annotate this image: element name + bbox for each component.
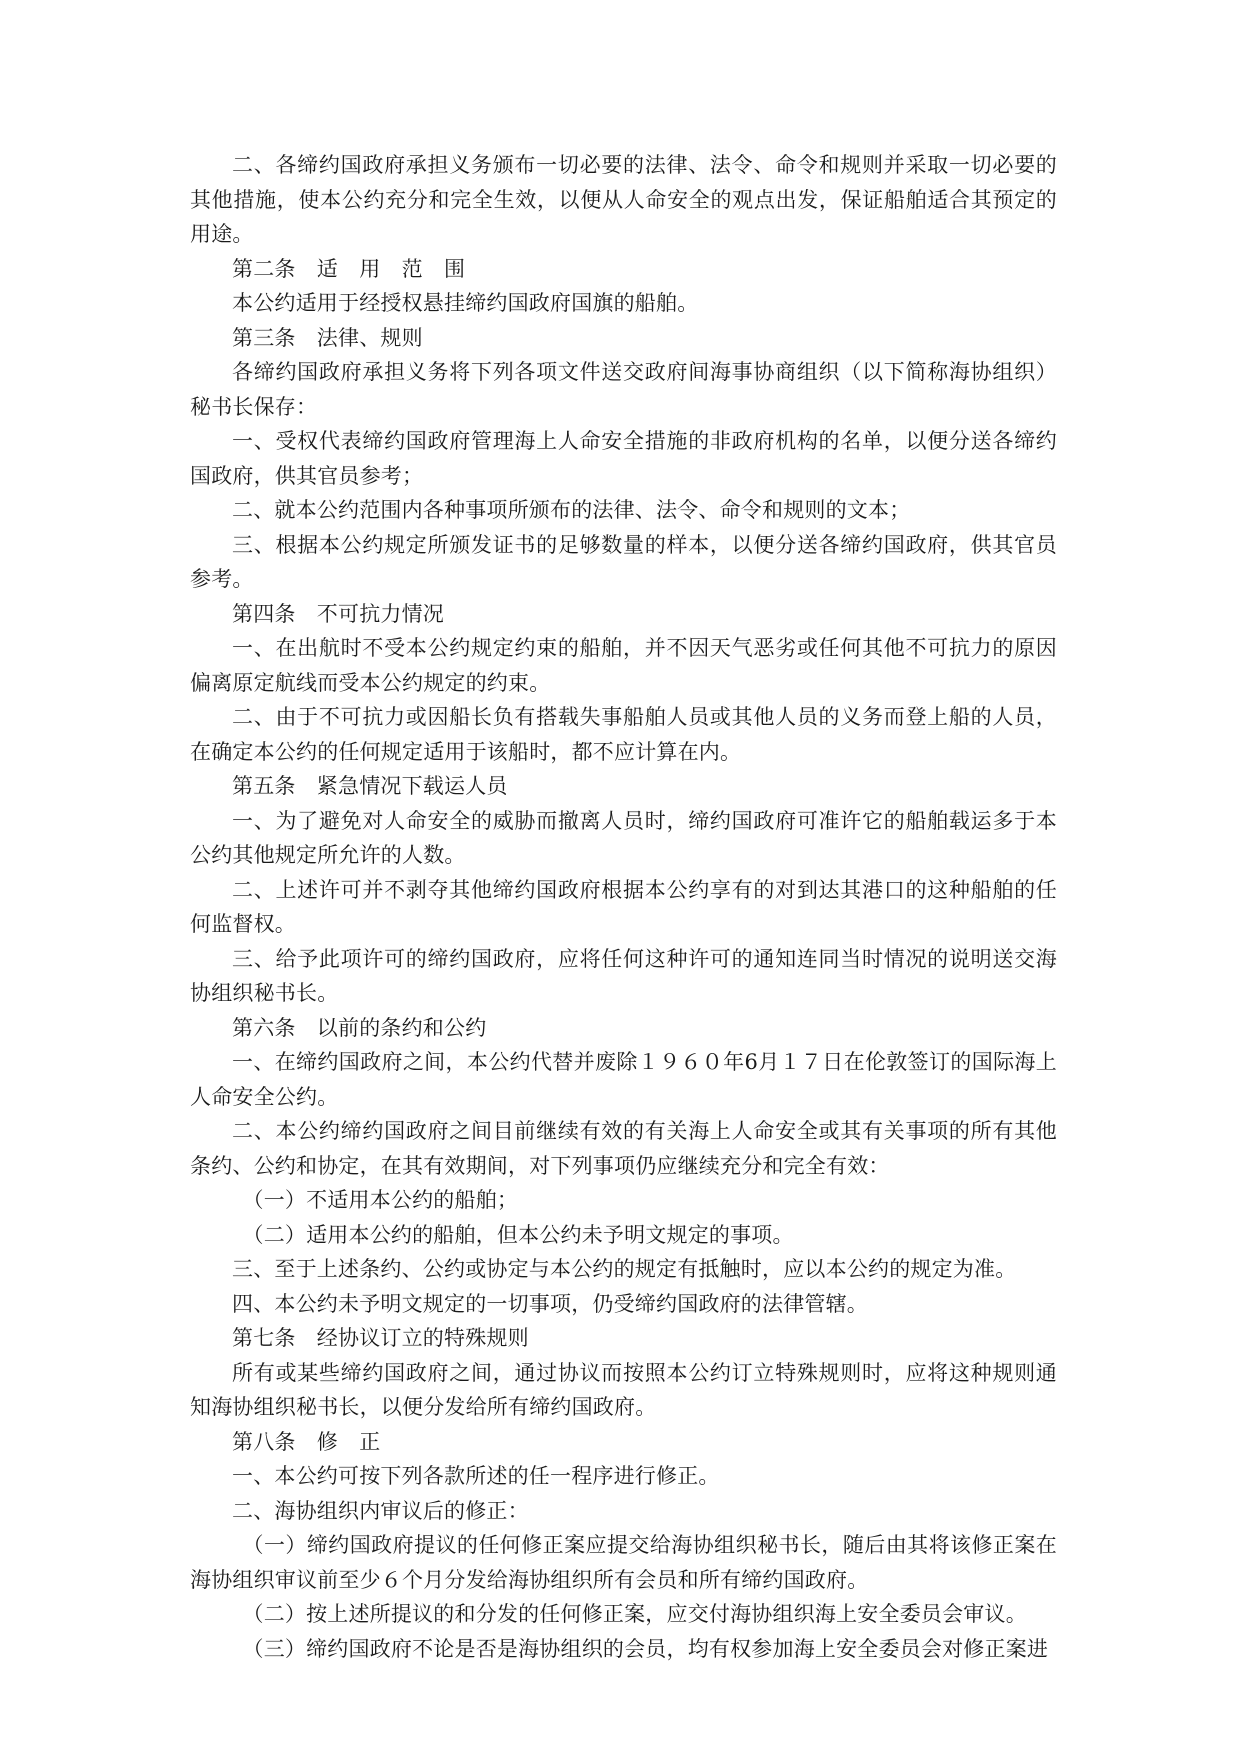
body-paragraph: 二、上述许可并不剥夺其他缔约国政府根据本公约享有的对到达其港口的这种船舶的任何监督权。 [190,877,1057,936]
body-paragraph: 所有或某些缔约国政府之间，通过协议而按照本公约订立特殊规则时，应将这种规则通知海协组织秘书长，以便分发给所有缔约国政府。 [190,1360,1057,1419]
body-paragraph: 本公约适用于经授权悬挂缔约国政府国旗的船舶。 [232,291,699,315]
article-heading: 第二条 适 用 范 围 [232,256,466,281]
body-paragraph: 各缔约国政府承担义务将下列各项文件送交政府间海事协商组织（以下简称海协组织）秘书长保存： [190,360,1057,419]
body-paragraph: 二、海协组织内审议后的修正： [232,1498,529,1523]
body-paragraph: 二、就本公约范围内各种事项所颁布的法律、法令、命令和规则的文本； [232,498,911,522]
sub-item-paragraph: （一）缔约国政府提议的任何修正案应提交给海协组织秘书长，随后由其将该修正案在海协组织审议前至少６个月分发给海协组织所有会员和所有缔约国政府。 [190,1533,1057,1592]
article-heading: 第七条 经协议订立的特殊规则 [232,1326,529,1350]
body-paragraph: 一、在出航时不受本公约规定约束的船舶，并不因天气恶劣或任何其他不可抗力的原因偏离原定航线而受本公约规定的约束。 [190,636,1057,695]
body-paragraph: 一、受权代表缔约国政府管理海上人命安全措施的非政府机构的名单，以便分送各缔约国政府，供其官员参考； [190,429,1057,488]
article-heading: 第三条 法律、规则 [232,325,423,350]
body-paragraph: 一、为了避免对人命安全的威胁而撤离人员时，缔约国政府可准许它的船舶载运多于本公约其他规定所允许的人数。 [190,808,1057,867]
body-paragraph: 二、各缔约国政府承担义务颁布一切必要的法律、法令、命令和规则并采取一切必要的其他措施，使本公约充分和完全生效，以便从人命安全的观点出发，保证船舶适合其预定的用途。 [190,153,1057,246]
body-paragraph: 一、本公约可按下列各款所述的任一程序进行修正。 [232,1464,720,1488]
body-paragraph: 四、本公约未予明文规定的一切事项，仍受缔约国政府的法律管辖。 [232,1291,868,1316]
sub-item-paragraph: （二）适用本公约的船舶，但本公约未予明文规定的事项。 [242,1222,794,1247]
article-heading: 第五条 紧急情况下载运人员 [232,774,508,798]
body-paragraph: 三、根据本公约规定所颁发证书的足够数量的样本，以便分送各缔约国政府，供其官员参考。 [190,532,1057,591]
body-paragraph: 三、至于上述条约、公约或协定与本公约的规定有抵触时，应以本公约的规定为准。 [232,1257,1017,1281]
article-heading: 第六条 以前的条约和公约 [232,1015,487,1040]
article-heading: 第四条 不可抗力情况 [232,601,444,626]
article-heading: 第八条 修 正 [232,1429,381,1454]
sub-item-paragraph: （三）缔约国政府不论是否是海协组织的会员，均有权参加海上安全委员会对修正案进 [242,1636,1049,1661]
body-paragraph: 二、本公约缔约国政府之间目前继续有效的有关海上人命安全或其有关事项的所有其他条约、公约和协定，在其有效期间，对下列事项仍应继续充分和完全有效： [190,1119,1057,1178]
body-paragraph: 二、由于不可抗力或因船长负有搭载失事船舶人员或其他人员的义务而登上船的人员，在确定本公约的任何规定适用于该船时，都不应计算在内。 [190,705,1057,764]
sub-item-paragraph: （一）不适用本公约的船舶； [242,1188,519,1212]
body-paragraph: 三、给予此项许可的缔约国政府，应将任何这种许可的通知连同当时情况的说明送交海协组织秘书长。 [190,946,1057,1005]
document-page [190,148,1057,1666]
sub-item-paragraph: （二）按上述所提议的和分发的任何修正案，应交付海协组织海上安全委员会审议。 [242,1602,1027,1626]
body-paragraph: 一、在缔约国政府之间，本公约代替并废除１９６０年6月１７日在伦敦签订的国际海上人命安全公约。 [190,1050,1057,1109]
